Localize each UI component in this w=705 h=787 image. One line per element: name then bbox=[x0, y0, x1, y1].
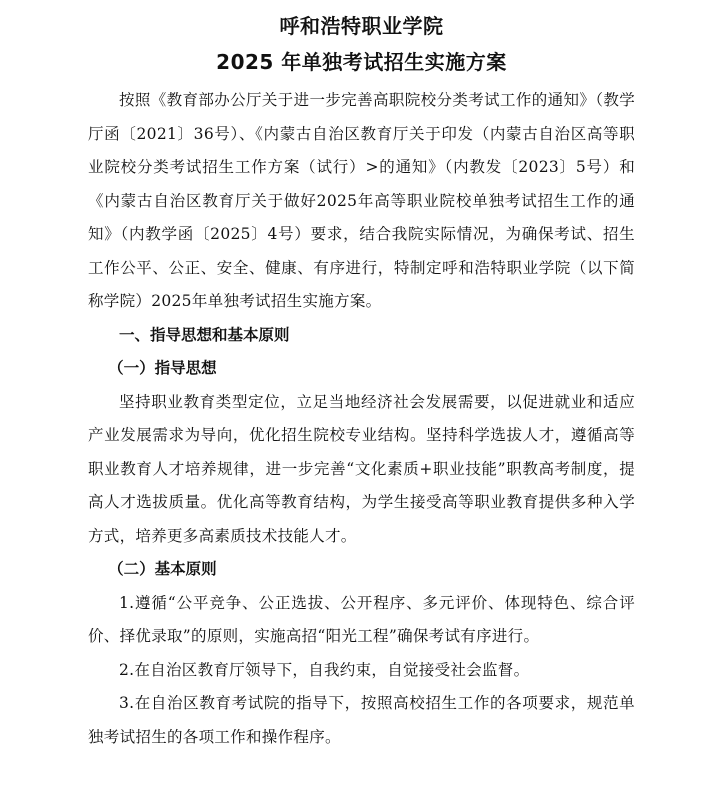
section-heading-guiding-principles: 一、指导思想和基本原则 bbox=[119, 325, 290, 344]
principle-item-2: 2.在自治区教育厅领导下，自我约束，自觉接受社会监督。 bbox=[119, 660, 530, 679]
document-title-line1: 呼和浩特职业学院 bbox=[279, 14, 444, 38]
intro-paragraph: 按照《教育部办公厅关于进一步完善高职院校分类考试工作的通知》（教学厅函〔2021〕36号）、《内蒙古自治区教育厅关于印发（内蒙古自治区高等职业院校分类考试招生工作方案（试行）>的通知》（内教发〔2023〕5号）和《内蒙古自治区教育厅关于做好2025年高等职业院校单独考试招生工作的通知》（内教学函〔2025〕4号）要求，结合我院实际情况，为确保考试、招生工作公平、公正、安全、健康、有序进行，特制定呼和浩特职业学院（以下简称学院）2025年单独考试招生实施方案。 bbox=[88, 91, 635, 310]
guiding-ideology-paragraph: 坚持职业教育类型定位，立足当地经济社会发展需要，以促进就业和适应产业发展需求为导向，优化招生院校专业结构。坚持科学选拔人才，遵循高等职业教育人才培养规律，进一步完善“文化素质+职业技能”职教高考制度，提高人才选拔质量。优化高等教育结构，为学生接受高等职业教育提供多种入学方式，培养更多高素质技术技能人才。 bbox=[88, 392, 635, 545]
subsection-heading-basic-principles: （二）基本原则 bbox=[108, 560, 217, 578]
subsection-heading-guiding-ideology: （一）指导思想 bbox=[108, 359, 217, 377]
principle-item-3: 3.在自治区教育考试院的指导下，按照高校招生工作的各项要求，规范单独考试招生的各项工作和操作程序。 bbox=[88, 694, 635, 746]
document-title-line2: 2025 年单独考试招生实施方案 bbox=[216, 50, 507, 74]
principle-item-1: 1.遵循“公平竞争、公正选拔、公开程序、多元评价、体现特色、综合评价、择优录取”的原则，实施高招“阳光工程”确保考试有序进行。 bbox=[88, 593, 635, 645]
